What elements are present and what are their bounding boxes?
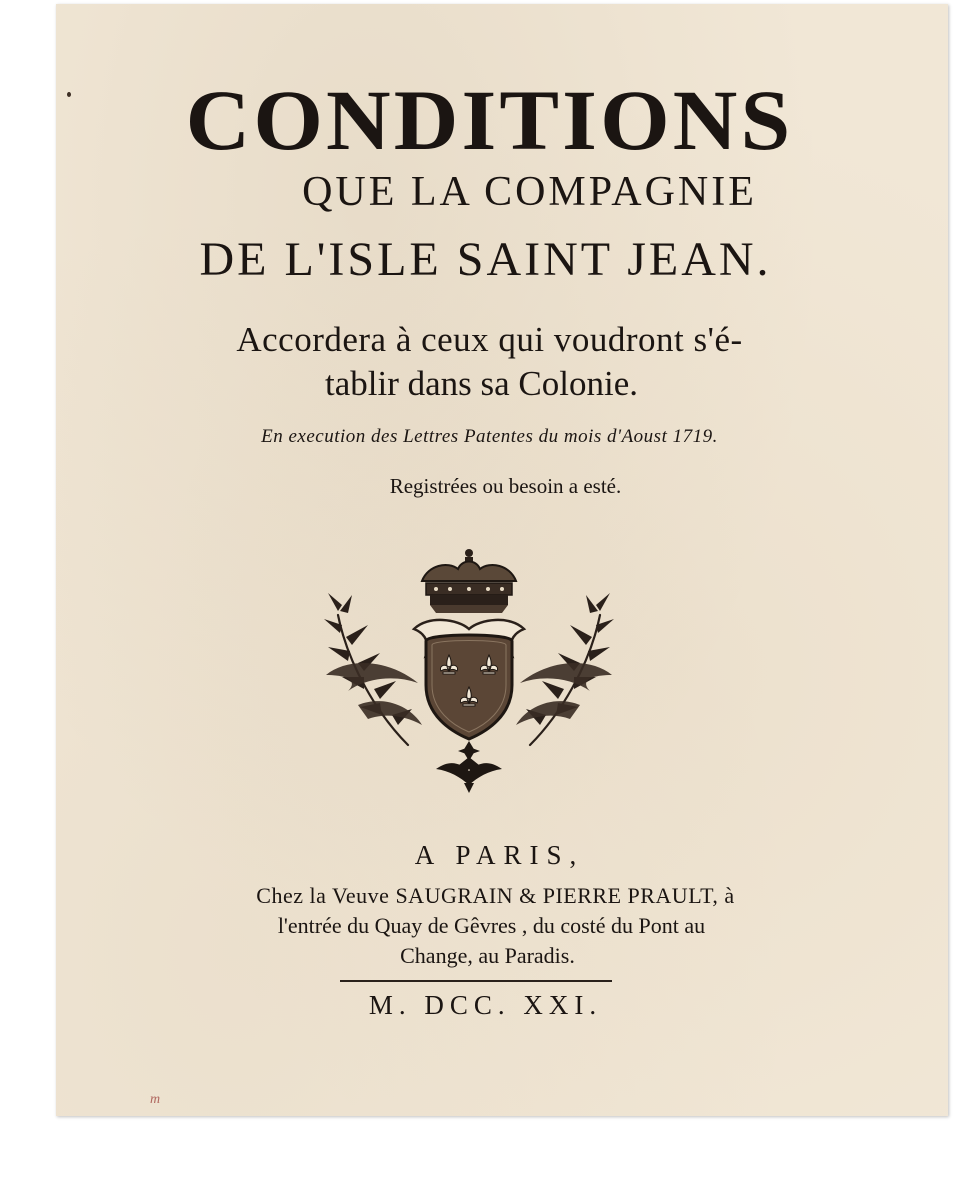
execution-note: En execution des Lettres Patentes du mois d'Aoust 1719. xyxy=(261,426,718,447)
subtitle-line-2: DE L'ISLE SAINT JEAN. xyxy=(199,233,772,286)
publication-date: M. DCC. XXI. xyxy=(368,990,603,1020)
subtitle-line-1: QUE LA COMPAGNIE xyxy=(302,169,757,215)
place-of-printing: A PARIS, xyxy=(414,840,585,870)
pencil-mark: m xyxy=(150,1092,161,1107)
imprint-line-2: l'entrée du Quay de Gêvres , du costé du Pont au xyxy=(277,913,706,938)
imprint-line-3: Change, au Paradis. xyxy=(400,943,575,968)
document-title: CONDITIONS xyxy=(185,72,794,168)
registration-note: Registrées ou besoin a esté. xyxy=(389,474,622,498)
divider-rule xyxy=(340,980,612,982)
lead-text-line-2: tablir dans sa Colonie. xyxy=(324,364,638,403)
lead-text-line-1: Accordera à ceux qui voudront s'é- xyxy=(236,320,743,359)
coat-of-arms-icon xyxy=(318,545,620,795)
imprint-line-1: Chez la Veuve SAUGRAIN & PIERRE PRAULT, à xyxy=(256,883,735,908)
